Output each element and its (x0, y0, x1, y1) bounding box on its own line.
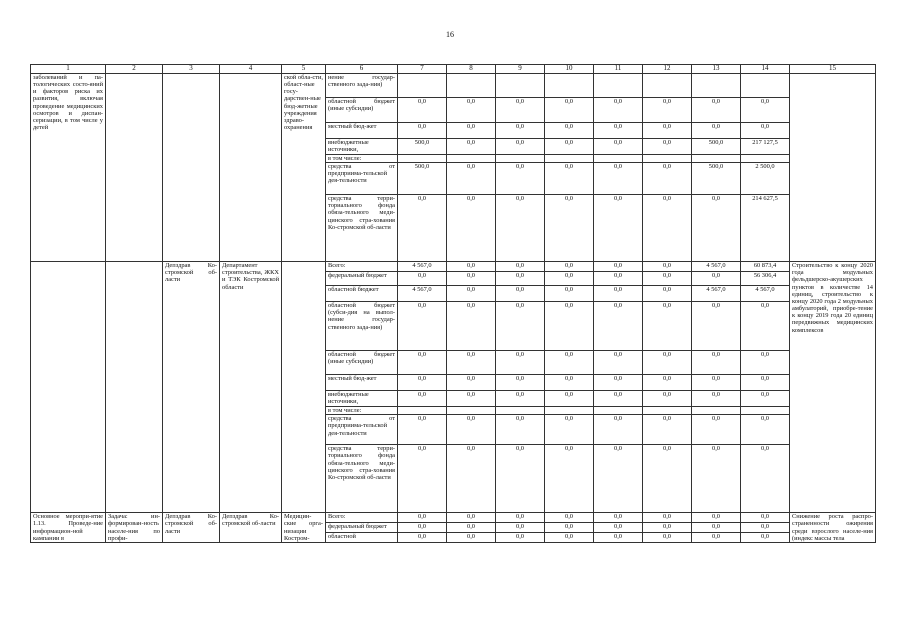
task-cell (106, 73, 163, 261)
amount-cell (594, 407, 643, 415)
funding-source-cell: Всего: (326, 513, 398, 523)
amount-cell: 0,0 (692, 375, 741, 391)
amount-cell: 0,0 (545, 163, 594, 195)
amount-cell: 0,0 (643, 97, 692, 122)
amount-cell: 0,0 (447, 163, 496, 195)
measure-name-cell (31, 262, 106, 513)
amount-cell: 0,0 (447, 522, 496, 533)
amount-cell: 0,0 (545, 391, 594, 407)
column-number: 2 (106, 65, 163, 74)
amount-cell: 0,0 (398, 391, 447, 407)
amount-cell: 0,0 (496, 533, 545, 543)
amount-cell (398, 407, 447, 415)
amount-cell: 0,0 (496, 513, 545, 523)
amount-cell: 0,0 (496, 262, 545, 272)
amount-cell: 0,0 (447, 97, 496, 122)
amount-cell: 0,0 (643, 302, 692, 351)
amount-cell: 0,0 (545, 122, 594, 138)
amount-cell: 4 567,0 (692, 262, 741, 272)
amount-cell: 0,0 (594, 163, 643, 195)
expected-result-cell: Строительство к концу 2020 года модульных фельдшерско-акушерских пунктов в количестве 14 единиц, строительство к концу 2020 года 2 модульных амбулаторий, приобре-тение к концу 2019 года 20 единиц передвижных медицинских комплексов (790, 262, 876, 513)
amount-cell: 0,0 (447, 302, 496, 351)
amount-cell (594, 154, 643, 162)
amount-cell: 2 500,0 (741, 163, 790, 195)
column-number: 5 (282, 65, 326, 74)
amount-cell: 0,0 (496, 122, 545, 138)
funding-source-cell: местный бюд-жет (326, 122, 398, 138)
co-executor-cell: Департамент строительства, ЖКХ и ТЭК Костромской области (220, 262, 282, 513)
amount-cell: 0,0 (447, 138, 496, 154)
amount-cell: 0,0 (594, 122, 643, 138)
task-cell (106, 262, 163, 513)
responsible-executor-cell: Депздрав Ко-стромской об-ласти (163, 513, 220, 543)
amount-cell: 0,0 (594, 533, 643, 543)
column-number: 1 (31, 65, 106, 74)
amount-cell: 60 873,4 (741, 262, 790, 272)
amount-cell: 0,0 (545, 533, 594, 543)
funding-source-cell: средства терри-ториального фонда обяза-тельного меди-цинского стра-хования Ко-стромской об-ласти (326, 195, 398, 262)
amount-cell: 0,0 (496, 415, 545, 445)
funding-source-cell: областной бюджет (субси-дия на выпол-нение государ-ственного зада-ния) (326, 302, 398, 351)
amount-cell (643, 407, 692, 415)
amount-cell: 4 567,0 (398, 286, 447, 302)
column-number: 11 (594, 65, 643, 74)
amount-cell: 0,0 (447, 415, 496, 445)
amount-cell: 0,0 (496, 391, 545, 407)
amount-cell: 0,0 (692, 513, 741, 523)
amount-cell: 0,0 (692, 351, 741, 375)
task-cell: Задача: ин-формирован-ность населе-ния по профи- (106, 513, 163, 543)
amount-cell: 0,0 (594, 97, 643, 122)
budget-table-sheet (30, 64, 875, 543)
amount-cell: 0,0 (692, 533, 741, 543)
amount-cell: 0,0 (398, 351, 447, 375)
amount-cell: 0,0 (692, 195, 741, 262)
amount-cell: 0,0 (545, 522, 594, 533)
amount-cell: 0,0 (643, 522, 692, 533)
amount-cell: 0,0 (741, 351, 790, 375)
funding-source-cell: внебюджетные источники, (326, 391, 398, 407)
amount-cell: 0,0 (692, 97, 741, 122)
amount-cell (692, 154, 741, 162)
funding-source-cell: местный бюд-жет (326, 375, 398, 391)
amount-cell: 0,0 (545, 262, 594, 272)
amount-cell: 0,0 (496, 272, 545, 286)
funding-source-cell: Всего: (326, 262, 398, 272)
amount-cell (643, 154, 692, 162)
amount-cell: 0,0 (594, 375, 643, 391)
amount-cell: 0,0 (545, 195, 594, 262)
amount-cell: 0,0 (447, 262, 496, 272)
amount-cell (692, 407, 741, 415)
amount-cell (545, 154, 594, 162)
amount-cell: 0,0 (692, 272, 741, 286)
amount-cell: 0,0 (643, 262, 692, 272)
funding-source-cell: средства терри-ториального фонда обяза-тельного меди-цинского стра-хования Ко-стромской об-ласти (326, 445, 398, 513)
amount-cell: 0,0 (741, 513, 790, 523)
funding-source-cell: средства от предприима-тельской дея-тельности (326, 163, 398, 195)
amount-cell: 0,0 (398, 375, 447, 391)
co-executor-cell: Депздрав Ко-стромской об-ласти (220, 513, 282, 543)
amount-cell: 4 567,0 (398, 262, 447, 272)
amount-cell: 4 567,0 (741, 286, 790, 302)
column-number: 3 (163, 65, 220, 74)
amount-cell: 0,0 (594, 262, 643, 272)
amount-cell: 0,0 (496, 522, 545, 533)
amount-cell (741, 73, 790, 97)
column-number: 4 (220, 65, 282, 74)
funding-source-cell: областной (326, 533, 398, 543)
expected-result-cell: Снижение роста распро-страненности ожирения среди взрослого населе-ния (индекс массы тела (790, 513, 876, 543)
amount-cell: 0,0 (545, 272, 594, 286)
amount-cell: 0,0 (643, 286, 692, 302)
funding-source-cell: средства от предприима-тельской дея-тельности (326, 415, 398, 445)
amount-cell: 0,0 (447, 513, 496, 523)
amount-cell: 0,0 (496, 286, 545, 302)
amount-cell: 0,0 (643, 195, 692, 262)
amount-cell: 4 567,0 (692, 286, 741, 302)
amount-cell (692, 73, 741, 97)
amount-cell: 0,0 (545, 415, 594, 445)
amount-cell: 0,0 (496, 375, 545, 391)
amount-cell: 0,0 (447, 351, 496, 375)
amount-cell: 500,0 (398, 138, 447, 154)
amount-cell (741, 407, 790, 415)
amount-cell (496, 154, 545, 162)
amount-cell: 0,0 (692, 445, 741, 513)
amount-cell: 0,0 (545, 445, 594, 513)
column-number: 8 (447, 65, 496, 74)
amount-cell: 0,0 (594, 138, 643, 154)
amount-cell: 0,0 (594, 513, 643, 523)
amount-cell: 500,0 (398, 163, 447, 195)
amount-cell: 0,0 (447, 375, 496, 391)
funding-source-cell: внебюджетные источники, (326, 138, 398, 154)
amount-cell: 0,0 (594, 522, 643, 533)
measure-name-cell: заболеваний и па-тологических состо-яний и факторов риска их развития, включая проведение медицинских осмотров и диспан-серизации, в том числе у детей (31, 73, 106, 261)
amount-cell: 0,0 (398, 195, 447, 262)
amount-cell (398, 73, 447, 97)
column-number: 14 (741, 65, 790, 74)
amount-cell: 0,0 (643, 513, 692, 523)
amount-cell: 0,0 (594, 415, 643, 445)
amount-cell: 0,0 (741, 445, 790, 513)
participants-cell: Медицин-ские орга-низации Костром- (282, 513, 326, 543)
amount-cell: 0,0 (741, 122, 790, 138)
amount-cell (741, 154, 790, 162)
amount-cell (447, 407, 496, 415)
amount-cell: 0,0 (643, 122, 692, 138)
amount-cell: 0,0 (594, 302, 643, 351)
column-number-row (31, 65, 876, 74)
column-number: 10 (545, 65, 594, 74)
table-row (31, 73, 876, 97)
amount-cell: 0,0 (594, 351, 643, 375)
funding-source-cell: федеральный бюджет (326, 272, 398, 286)
amount-cell: 217 127,5 (741, 138, 790, 154)
amount-cell: 0,0 (496, 163, 545, 195)
funding-source-cell: областной бюджет (иные субсидии) (326, 97, 398, 122)
table-body (31, 65, 876, 543)
column-number: 12 (643, 65, 692, 74)
amount-cell: 0,0 (594, 195, 643, 262)
column-number: 7 (398, 65, 447, 74)
amount-cell: 56 306,4 (741, 272, 790, 286)
funding-source-cell: нение государ-ственного зада-ния) (326, 73, 398, 97)
funding-source-cell: в том числе: (326, 154, 398, 162)
amount-cell: 0,0 (741, 533, 790, 543)
amount-cell: 0,0 (496, 195, 545, 262)
amount-cell: 0,0 (692, 522, 741, 533)
amount-cell: 0,0 (398, 533, 447, 543)
amount-cell (496, 73, 545, 97)
amount-cell: 0,0 (741, 302, 790, 351)
amount-cell: 0,0 (447, 286, 496, 302)
amount-cell: 0,0 (496, 138, 545, 154)
amount-cell: 0,0 (643, 533, 692, 543)
amount-cell: 0,0 (398, 415, 447, 445)
amount-cell: 0,0 (496, 97, 545, 122)
budget-table (30, 64, 876, 543)
amount-cell: 0,0 (398, 122, 447, 138)
amount-cell: 0,0 (741, 415, 790, 445)
responsible-executor-cell: Депздрав Ко-стромской об-ласти (163, 262, 220, 513)
amount-cell: 0,0 (643, 351, 692, 375)
amount-cell: 0,0 (398, 302, 447, 351)
amount-cell: 0,0 (594, 391, 643, 407)
amount-cell: 0,0 (594, 286, 643, 302)
amount-cell: 0,0 (594, 445, 643, 513)
column-number: 15 (790, 65, 876, 74)
amount-cell: 0,0 (643, 391, 692, 407)
amount-cell (398, 154, 447, 162)
amount-cell: 0,0 (398, 513, 447, 523)
amount-cell: 0,0 (447, 195, 496, 262)
amount-cell: 0,0 (447, 272, 496, 286)
amount-cell: 0,0 (643, 415, 692, 445)
amount-cell: 0,0 (643, 445, 692, 513)
amount-cell (447, 73, 496, 97)
page-number: 16 (446, 30, 454, 39)
amount-cell: 0,0 (496, 445, 545, 513)
amount-cell: 0,0 (741, 522, 790, 533)
amount-cell: 0,0 (692, 122, 741, 138)
column-number: 6 (326, 65, 398, 74)
column-number: 13 (692, 65, 741, 74)
funding-source-cell: областной бюджет (иные субсидии) (326, 351, 398, 375)
amount-cell: 0,0 (741, 391, 790, 407)
co-executor-cell (220, 73, 282, 261)
column-number: 9 (496, 65, 545, 74)
responsible-executor-cell (163, 73, 220, 261)
amount-cell: 0,0 (447, 533, 496, 543)
funding-source-cell: областной бюджет (326, 286, 398, 302)
amount-cell: 0,0 (447, 445, 496, 513)
amount-cell: 0,0 (545, 513, 594, 523)
amount-cell: 0,0 (398, 97, 447, 122)
amount-cell: 0,0 (447, 391, 496, 407)
amount-cell: 500,0 (692, 138, 741, 154)
amount-cell: 0,0 (398, 522, 447, 533)
amount-cell: 0,0 (741, 97, 790, 122)
table-row (31, 513, 876, 523)
participants-cell: ской обла-сти, област-ные госу-дарствен-ные бюд-жетные учреждения здраво-охранения (282, 73, 326, 261)
amount-cell: 0,0 (545, 97, 594, 122)
amount-cell: 0,0 (692, 415, 741, 445)
amount-cell: 0,0 (496, 351, 545, 375)
amount-cell (447, 154, 496, 162)
amount-cell: 0,0 (643, 138, 692, 154)
amount-cell: 214 627,5 (741, 195, 790, 262)
amount-cell: 0,0 (594, 272, 643, 286)
amount-cell (594, 73, 643, 97)
measure-name-cell: Основное меропри-ятие 1.13. Проведе-ние информацион-ной кампании в (31, 513, 106, 543)
amount-cell (545, 73, 594, 97)
amount-cell (545, 407, 594, 415)
amount-cell: 0,0 (447, 122, 496, 138)
funding-source-cell: федеральный бюджет (326, 522, 398, 533)
amount-cell (496, 407, 545, 415)
amount-cell: 0,0 (643, 375, 692, 391)
amount-cell (643, 73, 692, 97)
expected-result-cell (790, 73, 876, 261)
amount-cell: 0,0 (398, 445, 447, 513)
funding-source-cell: в том числе: (326, 407, 398, 415)
amount-cell: 500,0 (692, 163, 741, 195)
amount-cell: 0,0 (545, 286, 594, 302)
amount-cell: 0,0 (545, 138, 594, 154)
table-row (31, 262, 876, 272)
amount-cell: 0,0 (545, 351, 594, 375)
amount-cell: 0,0 (398, 272, 447, 286)
amount-cell: 0,0 (643, 163, 692, 195)
amount-cell: 0,0 (545, 302, 594, 351)
amount-cell: 0,0 (496, 302, 545, 351)
amount-cell: 0,0 (545, 375, 594, 391)
amount-cell: 0,0 (741, 375, 790, 391)
amount-cell: 0,0 (643, 272, 692, 286)
amount-cell: 0,0 (692, 302, 741, 351)
amount-cell: 0,0 (692, 391, 741, 407)
participants-cell (282, 262, 326, 513)
